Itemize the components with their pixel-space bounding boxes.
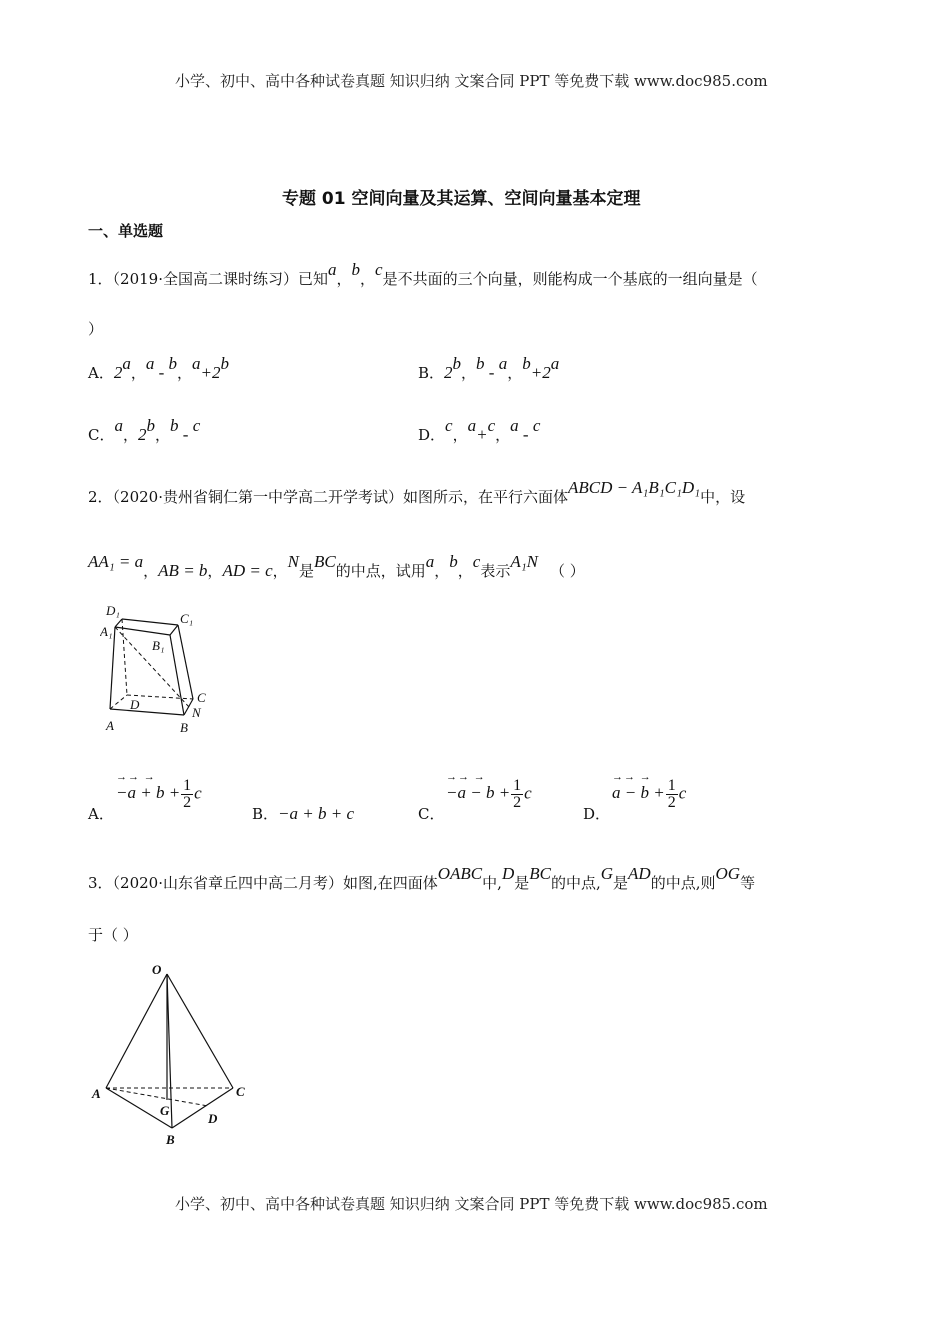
question-3-line2: 于（ ） — [88, 926, 138, 944]
q1-option-d[interactable]: D．c，a+c，a - c — [418, 416, 541, 444]
question-stem-end: 是不共面的三个向量，则能构成一个基底的一组向量是（ — [382, 270, 758, 288]
separator: ， — [336, 270, 352, 288]
q2-option-d-label[interactable]: D． — [583, 805, 611, 823]
label-b: B — [180, 720, 188, 735]
q2-option-c-label[interactable]: C． — [418, 805, 445, 823]
question-source: （2020·山东省章丘四中高二月考）如图,在四面体 — [112, 874, 438, 892]
edge-d1-d — [122, 619, 127, 695]
question-number: 1． — [88, 270, 113, 288]
page-header: 小学、初中、高中各种试卷真题 知识归纳 文案合同 PPT 等免费下载 www.doc985.com — [175, 72, 768, 90]
edge-a1-a — [110, 627, 115, 709]
question-2-stem — [88, 478, 746, 507]
edge-c1-c — [178, 625, 193, 699]
label-o: O — [152, 962, 162, 977]
edge-b1-c1 — [170, 625, 178, 635]
separator: ， — [360, 270, 376, 288]
q2-option-a-label[interactable]: A． — [88, 805, 114, 823]
page-title: 专题 01 空间向量及其运算、空间向量基本定理 — [282, 189, 641, 209]
option-label: A． — [88, 364, 114, 382]
q1-option-b[interactable]: B．2b，b - a，b+2a — [418, 354, 560, 382]
edge-a-d — [110, 695, 127, 709]
edge-a1-d1 — [115, 619, 122, 627]
option-label: B． — [252, 805, 279, 823]
q2-option-c-expr[interactable]: →→ → −a − b + $\frac{1}{2}$ c — [446, 771, 532, 811]
label-c1: C₁ — [180, 611, 194, 626]
parallelepiped-figure — [100, 605, 230, 735]
question-number: 2． — [88, 488, 113, 506]
label-b: B — [166, 1132, 175, 1147]
q2-option-a-expr[interactable]: →→ → −a + b + $\frac{1}{2}$ c — [116, 771, 202, 811]
label-c: C — [236, 1084, 245, 1099]
label-n: N — [192, 705, 201, 720]
q2-option-b[interactable] — [252, 803, 354, 824]
vector-a: a — [328, 260, 337, 279]
option-label: B． — [418, 364, 445, 382]
vector-c: c — [375, 260, 383, 279]
label-c: C — [197, 690, 206, 705]
edge-b-c — [172, 1088, 233, 1128]
question-source: （2020·贵州省铜仁第一中学高二开学考试）如图所示，在平行六面体 — [112, 488, 568, 506]
question-1-stem — [88, 260, 758, 289]
label-b1: B₁ — [152, 638, 165, 653]
question-1-paren: ） — [88, 320, 104, 338]
option-label: D． — [418, 426, 446, 444]
label-d: D — [130, 697, 140, 712]
question-3-stem: 3．（2020·山东省章丘四中高二月考）如图,在四面体OABC中,D是BC的中点,G是AD的中点,则OG等 — [88, 864, 756, 892]
edge-o-c — [167, 974, 233, 1088]
q1-option-c[interactable]: C．a，2b，b - c — [88, 416, 201, 444]
edge-o-a — [106, 974, 167, 1088]
label-a: A — [92, 1086, 101, 1101]
label-a1: A₁ — [100, 624, 113, 639]
solid-name: ABCD − A₁B₁C₁D₁ — [568, 478, 701, 497]
edge-a-b — [110, 709, 184, 715]
question-2-line2: AA₁ = a，AB = b，AD = c，N是BC的中点，试用a，b，c表示A₁N （ ） — [88, 552, 585, 580]
label-g: G — [160, 1103, 170, 1118]
q1-option-a[interactable]: A．2a，a - b，a+2b — [88, 354, 230, 382]
label-a: A — [106, 718, 114, 733]
option-label: C． — [88, 426, 115, 444]
question-number: 3． — [88, 874, 113, 892]
option-expr: −a + b + c — [278, 804, 354, 823]
question-text: 中，设 — [700, 488, 746, 506]
edge-d1-c1 — [122, 619, 178, 625]
vector-b: b — [351, 260, 361, 279]
question-source: （2019·全国高二课时练习）已知 — [112, 270, 328, 288]
section-heading: 一、单选题 — [88, 222, 164, 240]
label-d1: D₁ — [106, 605, 120, 618]
label-d: D — [208, 1111, 218, 1126]
q2-option-d-expr[interactable]: →→ → a − b + $\frac{1}{2}$ c — [612, 771, 687, 811]
tetrahedron-figure — [88, 958, 263, 1148]
page-footer: 小学、初中、高中各种试卷真题 知识归纳 文案合同 PPT 等免费下载 www.doc985.com — [175, 1195, 768, 1213]
